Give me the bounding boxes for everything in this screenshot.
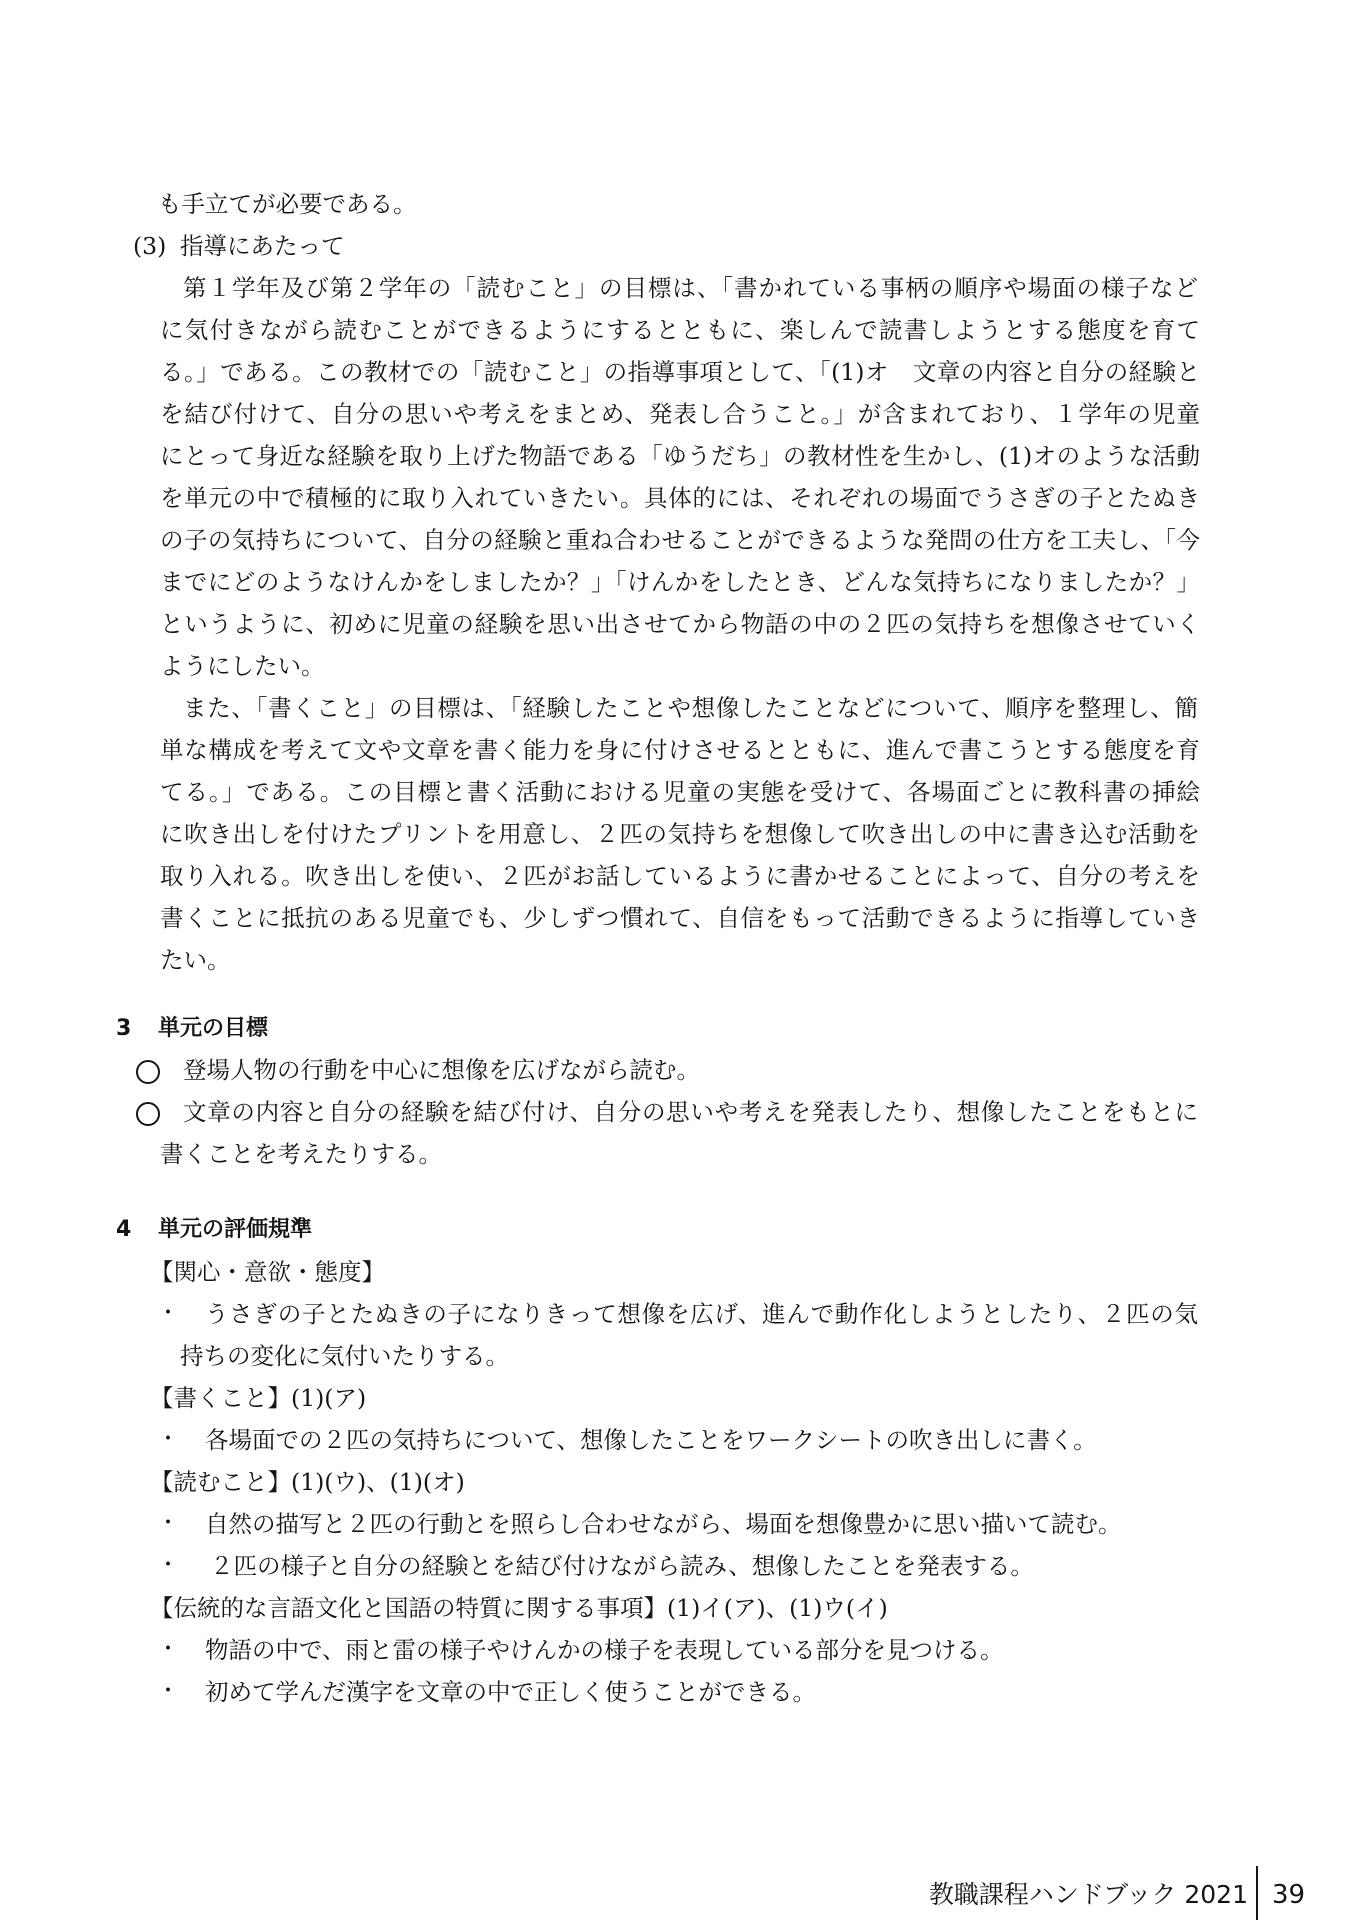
- body-line: も手立てが必要である。: [158, 190, 417, 218]
- circle-bullet-icon: [136, 1060, 160, 1084]
- paragraph-line: たい。: [160, 946, 231, 974]
- page-number: 39: [1272, 1880, 1306, 1910]
- unit-goal: 文章の内容と自分の経験を結び付け、自分の思いや考えを発表したり、想像したことをもとに: [183, 1098, 1198, 1126]
- paragraph-line: てる。」である。この目標と書く活動における児童の実態を受けて、各場面ごとに教科書の挿絵: [160, 778, 1200, 806]
- criteria-category: 【書くこと】(1)(ア): [150, 1384, 367, 1412]
- unit-goal-continued: 書くことを考えたりする。: [160, 1140, 442, 1168]
- footer-divider: [1256, 1866, 1258, 1920]
- section-number: 3: [116, 1016, 132, 1041]
- paragraph-line: 単な構成を考えて文や文章を書く能力を身に付けさせるとともに、進んで書こうとする態度を育: [160, 736, 1200, 764]
- paragraph-line: の子の気持ちについて、自分の経験と重ね合わせることができるような発問の仕方を工夫し、「今: [160, 526, 1200, 554]
- bullet-dot-icon: ・: [157, 1679, 180, 1704]
- paragraph-line: 取り入れる。吹き出しを使い、２匹がお話しているように書かせることによって、自分の考えを: [160, 862, 1200, 890]
- bullet-dot-icon: ・: [157, 1511, 180, 1536]
- criteria-item: 初めて学んだ漢字を文章の中で正しく使うことができる。: [205, 1678, 816, 1706]
- bullet-dot-icon: ・: [157, 1427, 180, 1452]
- criteria-item: 各場面での２匹の気持ちについて、想像したことをワークシートの吹き出しに書く。: [205, 1426, 1097, 1454]
- paragraph-line: る。」である。この教材での「読むこと」の指導事項として、「(1)オ 文章の内容と自分の経験と: [160, 358, 1200, 386]
- paragraph-line: までにどのようなけんかをしましたか？」「けんかをしたとき、どんな気持ちになりましたか？」: [160, 568, 1200, 596]
- bullet-dot-icon: ・: [157, 1553, 180, 1578]
- paragraph-line: 第１学年及び第２学年の「読むこと」の目標は、「書かれている事柄の順序や場面の様子など: [183, 274, 1198, 302]
- section-number: 4: [116, 1217, 132, 1242]
- paragraph-line: というように、初めに児童の経験を思い出させてから物語の中の２匹の気持ちを想像させていく: [160, 610, 1200, 638]
- paragraph-line: ようにしたい。: [160, 652, 325, 680]
- criteria-category: 【読むこと】(1)(ウ)、(1)(オ): [150, 1468, 465, 1496]
- subheading-title: 指導にあたって: [180, 232, 345, 260]
- unit-goal: 登場人物の行動を中心に想像を広げながら読む。: [183, 1056, 700, 1084]
- paragraph-line: また、「書くこと」の目標は、「経験したことや想像したことなどについて、順序を整理し、簡: [183, 694, 1198, 722]
- circle-bullet-icon: [136, 1102, 160, 1126]
- bullet-dot-icon: ・: [157, 1301, 180, 1326]
- subheading-number: (3): [133, 232, 167, 260]
- section-title: 単元の目標: [158, 1016, 269, 1041]
- criteria-item-continued: 持ちの変化に気付いたりする。: [180, 1342, 509, 1370]
- section-title: 単元の評価規準: [158, 1217, 313, 1242]
- paragraph-line: に吹き出しを付けたプリントを用意し、２匹の気持ちを想像して吹き出しの中に書き込む活動を: [160, 820, 1200, 848]
- paragraph-line: に気付きながら読むことができるようにするとともに、楽しんで読書しようとする態度を育て: [160, 316, 1200, 344]
- paragraph-line: 書くことに抵抗のある児童でも、少しずつ慣れて、自信をもって活動できるように指導していき: [160, 904, 1200, 932]
- criteria-item: ２匹の様子と自分の経験とを結び付けながら読み、想像したことを発表する。: [210, 1552, 1034, 1580]
- criteria-item: 自然の描写と２匹の行動とを照らし合わせながら、場面を想像豊かに思い描いて読む。: [205, 1510, 1122, 1538]
- paragraph-line: を単元の中で積極的に取り入れていきたい。具体的には、それぞれの場面でうさぎの子とたぬき: [160, 484, 1200, 512]
- paragraph-line: を結び付けて、自分の思いや考えをまとめ、発表し合うこと。」が含まれており、１学年の児童: [160, 400, 1200, 428]
- criteria-category: 【関心・意欲・態度】: [150, 1258, 385, 1286]
- bullet-dot-icon: ・: [157, 1637, 180, 1662]
- footer-book-title: 教職課程ハンドブック 2021: [928, 1880, 1248, 1909]
- criteria-category: 【伝統的な言語文化と国語の特質に関する事項】(1)イ(ア)、(1)ウ(イ): [150, 1594, 888, 1622]
- paragraph-line: にとって身近な経験を取り上げた物語である「ゆうだち」の教材性を生かし、(1)オのような活動: [160, 442, 1200, 470]
- criteria-item: 物語の中で、雨と雷の様子やけんかの様子を表現している部分を見つける。: [205, 1636, 1004, 1664]
- criteria-item: うさぎの子とたぬきの子になりきって想像を広げ、進んで動作化しようとしたり、２匹の気: [205, 1300, 1198, 1328]
